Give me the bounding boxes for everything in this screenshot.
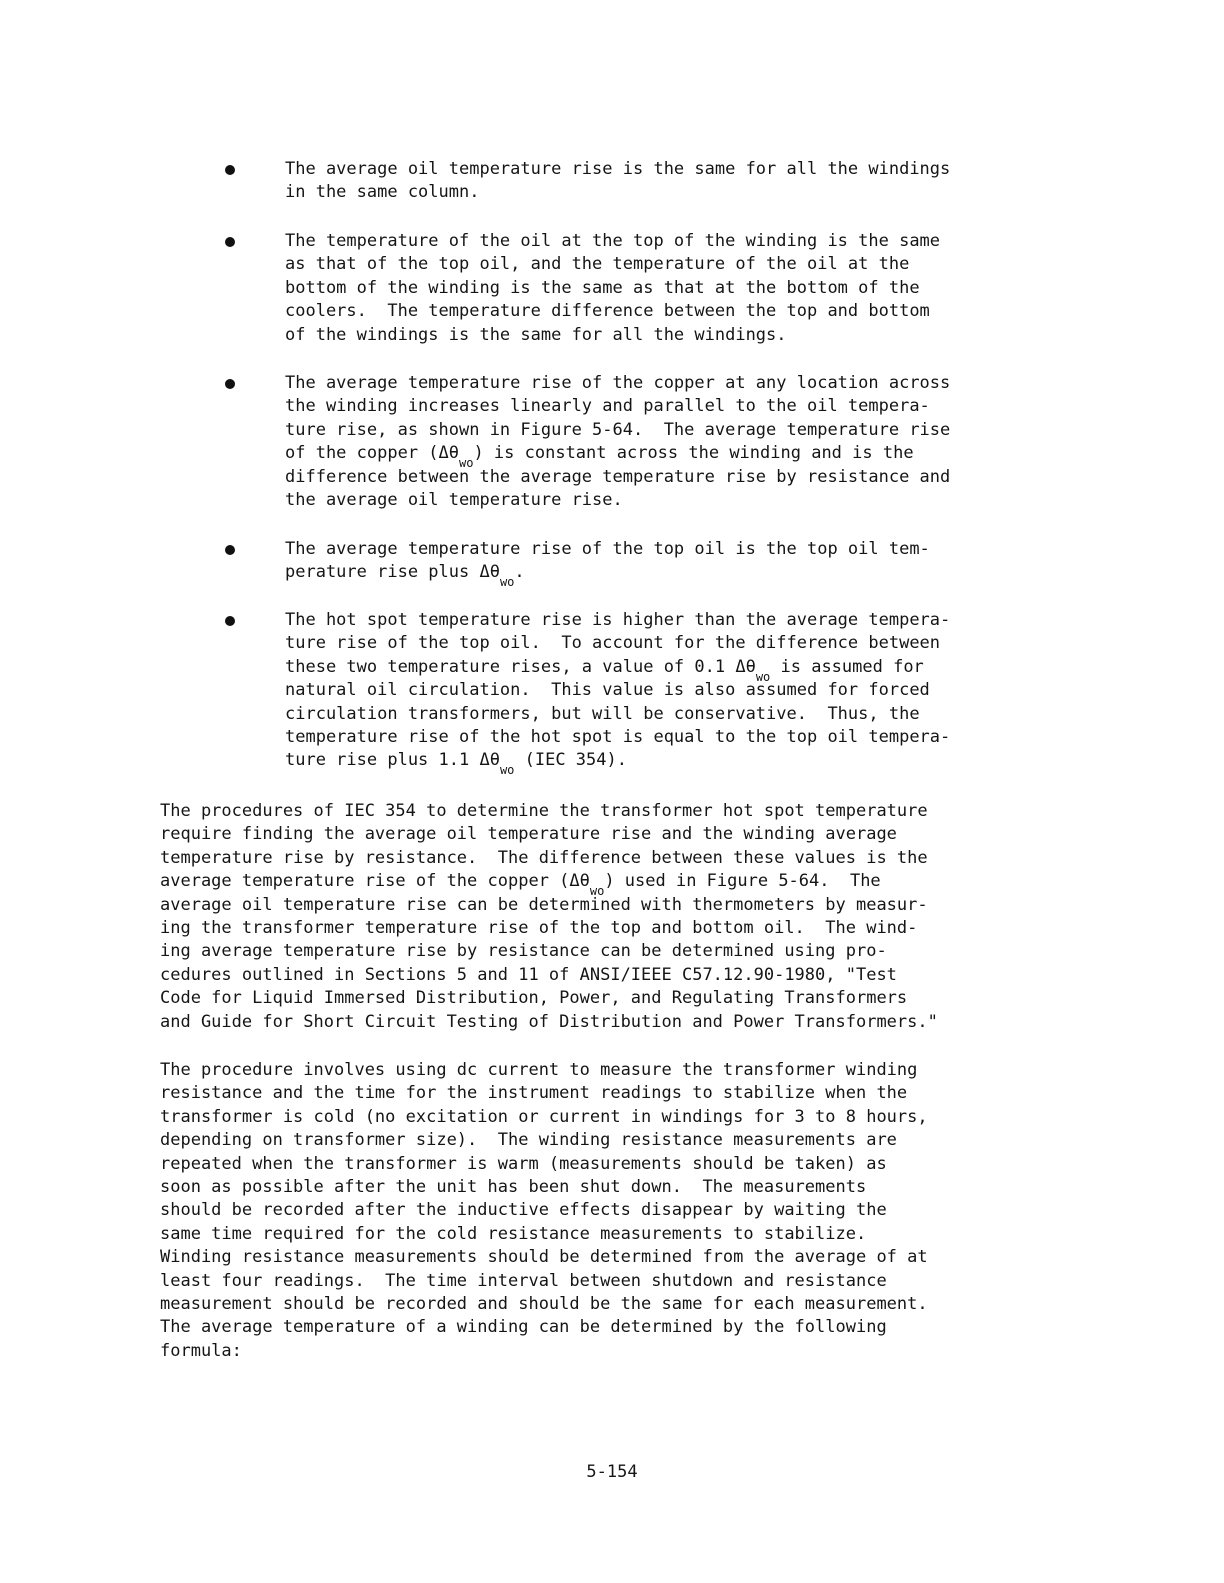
text-line: as that of the top oil, and the temperature of the oil at the [285,254,910,275]
text-line: ing average temperature rise by resistance can be determined using pro- [160,941,887,962]
bullet-marker [225,616,235,626]
text-line: soon as possible after the unit has been shut down. The measurements [160,1176,867,1197]
text-line-with-subscript [285,442,1075,471]
text-line: average oil temperature rise can be determined with thermometers by measur- [160,894,928,915]
text-fragment: these two temperature rises, a value of 0.1 Δθ [285,656,756,677]
text-line: in the same column. [285,182,480,203]
text-fragment: ture rise plus 1.1 Δθ [285,750,500,771]
bullet-text [285,158,1075,205]
text-line: depending on transformer size). The winding resistance measurements are [160,1130,897,1151]
text-line: circulation transformers, but will be conservative. Thus, the [285,703,920,724]
bullet-marker [225,165,235,175]
paragraph-dc-procedure [160,1059,1080,1363]
text-line: repeated when the transformer is warm (measurements should be taken) as [160,1153,887,1174]
text-line: temperature rise by resistance. The difference between these values is the [160,847,928,868]
text-line: ing the transformer temperature rise of the top and bottom oil. The wind- [160,917,918,938]
paragraph-iec-procedure [160,800,1080,1034]
text-line: difference between the average temperature rise by resistance and [285,466,951,487]
text-line: ture rise of the top oil. To account for the difference between [285,633,941,654]
text-line-with-subscript [285,656,1075,684]
text-line: transformer is cold (no excitation or current in windings for 3 to 8 hours, [160,1106,928,1127]
text-line: require finding the average oil temperature rise and the winding average [160,824,897,845]
text-fragment: ) is constant across the winding and is the [473,443,914,464]
text-line: should be recorded after the inductive effects disappear by waiting the [160,1200,887,1221]
text-fragment: (IEC 354). [514,750,627,771]
subscript: wo [755,669,771,684]
bullet-marker [225,237,235,247]
text-line: The average oil temperature rise is the same for all the windings [285,159,951,179]
bullet-marker [225,545,235,555]
text-line: same time required for the cold resistance measurements to stabilize. [160,1223,867,1244]
subscript: wo [499,763,515,778]
text-line: of the windings is the same for all the windings. [285,324,787,345]
text-line: formula: [160,1340,242,1361]
text-line: cedures outlined in Sections 5 and 11 of ANSI/IEEE C57.12.90-1980, "Test [160,964,897,985]
text-line: least four readings. The time interval between shutdown and resistance [160,1270,887,1291]
bullet-text [285,230,1075,347]
text-fragment: average temperature rise of the copper (Δθ [160,871,590,892]
text-line-with-subscript [160,870,1080,899]
bullet-text [285,372,1075,512]
text-line: bottom of the winding is the same as that at the bottom of the [285,277,920,298]
text-line: The hot spot temperature rise is higher than the average tempera- [285,610,951,630]
text-line: ture rise, as shown in Figure 5-64. The average temperature rise [285,419,951,440]
text-line: The procedures of IEC 354 to determine the transformer hot spot temperature [160,801,928,821]
text-line: the winding increases linearly and parallel to the oil tempera- [285,396,930,417]
text-line: Winding resistance measurements should be determined from the average of at [160,1247,928,1268]
text-line: The average temperature rise of the top oil is the top oil tem- [285,539,930,559]
subscript: wo [589,884,605,899]
text-fragment: of the copper (Δθ [285,443,459,464]
text-line: The procedure involves using dc current to measure the transformer winding [160,1060,918,1080]
text-line: Code for Liquid Immersed Distribution, Power, and Regulating Transformers [160,988,908,1009]
text-fragment: ) used in Figure 5-64. The [604,871,881,892]
text-fragment: . [514,562,525,583]
text-fragment: perature rise plus Δθ [285,562,500,583]
text-line-with-subscript [285,561,1075,590]
text-line: The average temperature of a winding can be determined by the following [160,1317,887,1338]
page-number: 5-154 [586,1462,638,1482]
text-line: temperature rise of the hot spot is equal to the top oil tempera- [285,726,951,747]
text-line: and Guide for Short Circuit Testing of Distribution and Power Transformers." [160,1011,938,1032]
text-line: measurement should be recorded and should be the same for each measurement. [160,1293,928,1314]
text-line: The average temperature rise of the copper at any location across [285,373,951,393]
text-line-with-subscript [285,749,1075,778]
text-line: coolers. The temperature difference between the top and bottom [285,301,930,322]
text-line: The temperature of the oil at the top of the winding is the same [285,231,941,251]
text-line: resistance and the time for the instrument readings to stabilize when the [160,1083,908,1104]
bullet-text [285,538,1075,590]
text-line: natural oil circulation. This value is also assumed for forced [285,680,930,701]
subscript: wo [459,456,474,471]
bullet-text [285,609,1075,778]
bullet-marker [225,379,235,389]
text-fragment: is assumed for [770,656,924,677]
subscript: wo [499,575,515,590]
text-line: the average oil temperature rise. [285,489,623,510]
